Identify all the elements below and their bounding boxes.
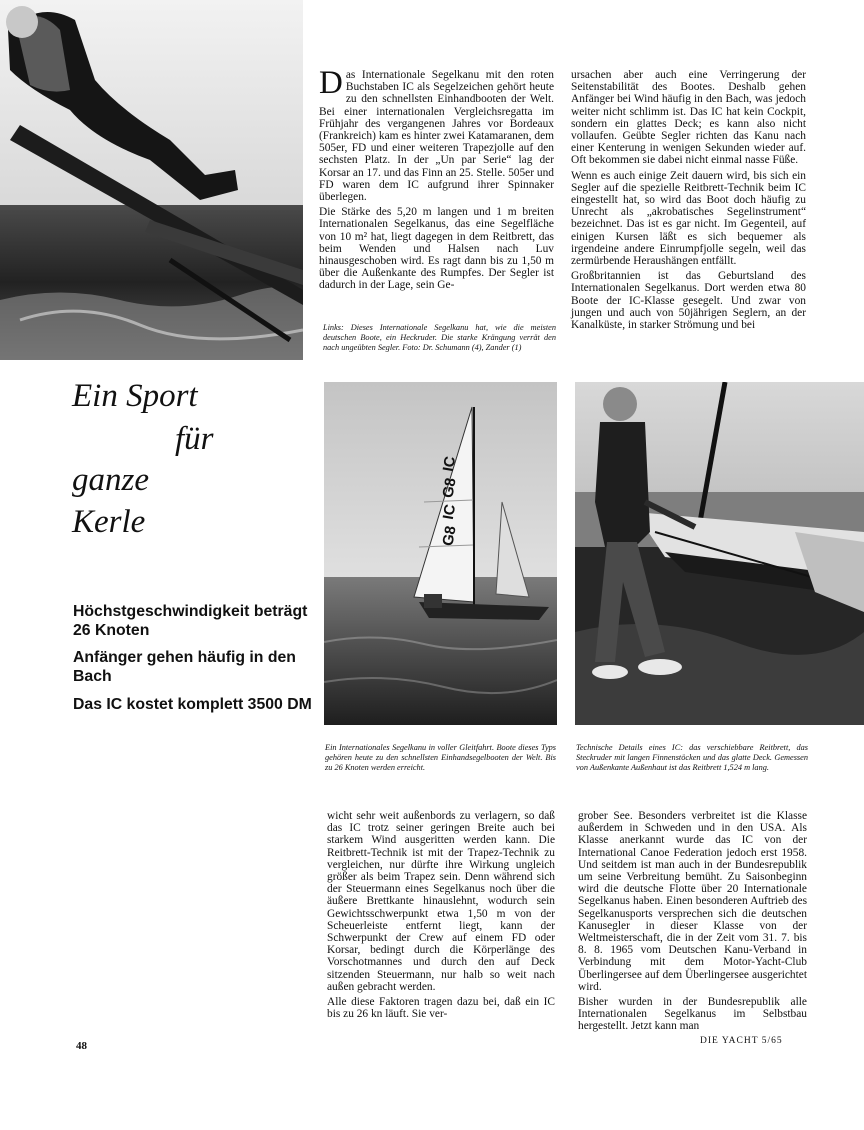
sail-mark: G8: [439, 524, 460, 548]
article-paragraph: wicht sehr weit außenbords zu verlagern, so daß das IC trotz seiner geringen Breite auch bei starkem Wind ausgeritten werden kann. Die Reitbrett-Technik ist mit der Trapez-Technik zu vergleichen, nur dürfte ihre Wirkung ungleich größer als beim Trapez sein. Denn während sich der Steuermann eines Segelkanus noch über die äußere Brettkante hinauslehnt, wodurch sein Gewichtsschwerpunkt etwa 1,50 m von der Scheuerleiste entfernt liegt, kann der Schwerpunkt der Crew auf einem FD oder Korsar, bedingt durch die Körperlänge des Vorschotmannes und durch den auf Deck sitzenden Steuermann, nur halb so weit nach außen gebracht werden.: [327, 810, 555, 993]
article-column-top-right: [571, 69, 806, 334]
sail-marks: [428, 452, 472, 548]
headline-line: ganze: [72, 462, 149, 498]
drop-cap: D: [319, 65, 343, 101]
subhead-price: Das IC kostet komplett 3500 DM: [73, 696, 312, 713]
article-column-bottom-left: [327, 810, 555, 1023]
article-paragraph: Bisher wurden in der Bundesrepublik alle Internationalen Segelkanus im Selbstbau hergestellt. Jetzt kann man: [578, 996, 807, 1033]
article-paragraph: Alle diese Faktoren tragen dazu bei, daß ein IC bis zu 26 kn läuft. Sie ver-: [327, 996, 555, 1021]
headline-line: Ein Sport: [72, 378, 198, 414]
article-column-bottom-right: [578, 810, 807, 1036]
photo-boat-technical-details: [575, 382, 864, 725]
article-paragraph: Großbritannien ist das Geburtsland des Internationalen Segelkanus. Dort werden etwa 80 Boote der IC-Klasse gesegelt. Und zwar von jungen und auch von 50jährigen Seglern, an der Kanalküste, in starker Strömung und bei: [571, 270, 806, 332]
sail-mark: G8: [439, 476, 460, 500]
photo-sailor-hiking-graphic: [0, 0, 303, 360]
article-paragraph: Wenn es auch einige Zeit dauern wird, bis sich ein Segler auf die spezielle Reitbrett-Technik beim IC eingestellt hat, so wird das Boot doch häufig zu Unrecht als „akrobatisches Segelinstrument“ bezeichnet. Das ist es gar nicht. Im Gegenteil, auf einigen Kursen läßt es sich bequemer als irgendeine andere Einrumpfjolle segeln, weil das zermürbende Heraushängen entfällt.: [571, 169, 806, 268]
headline-line: Kerle: [72, 504, 146, 540]
sail-mark: IC: [439, 455, 460, 473]
photo-sailor-hiking: [0, 0, 303, 360]
sail-mark: IC: [439, 503, 460, 521]
article-paragraph: ursachen aber auch eine Verringerung der Seitenstabilität des Bootes. Deshalb gehen Anfänger bei Wind häufig in den Bach, was jedoch weiter nicht schlimm ist. Das IC hat kein Cockpit, sondern ein glattes Deck; es kann also nicht vollaufen. Geübte Segler richten das Kanu nach einer Kenterung in wenigen Sekunden wieder auf. Oft bekommen sie dabei nicht einmal nasse Füße.: [571, 69, 806, 167]
article-paragraph-text: as Internationale Segelkanu mit den roten Buchstaben IC als Segelzeichen gehört heute zu den schnellsten Einhandbooten der Welt. Bei einer internationalen Vergleichsregatta im Frühjahr des vergangenen Jahres vor Bordeaux (Frankreich) kam es hinter zwei Katamaranen, dem 505er, FD und einer weiteren Trapezjolle auf den sechsten Platz. In der „Un par Serie“ lag der Korsar an 17. und das Finn an 25. Stelle. 505er und FD waren dem IC aufgrund ihrer Spinnaker überlegen.: [319, 69, 554, 204]
article-column-top-left: [319, 65, 554, 295]
photo-caption-top-left: Links: Dieses Internationale Segelkanu hat, wie die meisten deutschen Boote, ein Heckruder. Die starke Krängung verrät den nach ungeübten Segler. Foto: Dr. Schumann (4), Zander (1): [323, 323, 556, 352]
headline-line: für: [175, 421, 214, 457]
article-paragraph: Die Stärke des 5,20 m langen und 1 m breiten Internationalen Segelkanus, das eine Segelfläche von 10 m² hat, liegt dagegen in dem Reitbrett, das beim Wenden und Halsen nach Luv hinausgeschoben wird. Es ragt dann bis zu 1,50 m über die Außenkante des Rumpfes. Der Segler ist dadurch in der Lage, sein Ge-: [319, 206, 554, 292]
article-paragraph: [319, 65, 554, 204]
subhead-beginners: Anfänger gehen häufig in den Bach: [73, 649, 296, 685]
page-number: 48: [76, 1040, 87, 1052]
subhead-speed: Höchstgeschwindigkeit beträgt 26 Knoten: [73, 603, 308, 639]
photo-caption-middle: Ein Internationales Segelkanu in voller Gleitfahrt. Boote dieses Typs gehören heute zu den schnellsten Einhandsegelbooten der Welt. Bis zu 26 Knoten werden erreicht.: [325, 743, 556, 772]
photo-canoe-planing: [324, 382, 557, 725]
magazine-issue: DIE YACHT 5/65: [700, 1036, 783, 1046]
photo-boat-technical-details-graphic: [575, 382, 864, 725]
article-paragraph: grober See. Besonders verbreitet ist die Klasse außerdem in Schweden und in den USA. Als Klasse anerkannt wurde das IC von der International Canoe Federation jedoch erst 1958. Und seitdem ist man auch in der Bundesrepublik um seine Verbreitung bemüht. Zu Saisonbeginn wird die deutsche Flotte über 20 Internationale Segelkanus haben. Einen besonderen Auftrieb des Segelkanusports versprechen sich die deutschen Kanusegler in dieser Klasse von der Weltmeisterschaft, die in der Zeit vom 31. 7. bis 8. 8. 1965 vom Deutschen Kanu-Verband in Verbindung mit dem Motor-Yacht-Club Überlingersee auf dem Überlingersee ausgerichtet wird.: [578, 810, 807, 993]
photo-caption-right: Technische Details eines IC: das verschiebbare Reitbrett, das Steckruder mit langen Finnenstöcken und das glatte Deck. Gemessen von Außenkante Außenhaut ist das Reitbrett 1,524 m lang.: [576, 743, 808, 772]
